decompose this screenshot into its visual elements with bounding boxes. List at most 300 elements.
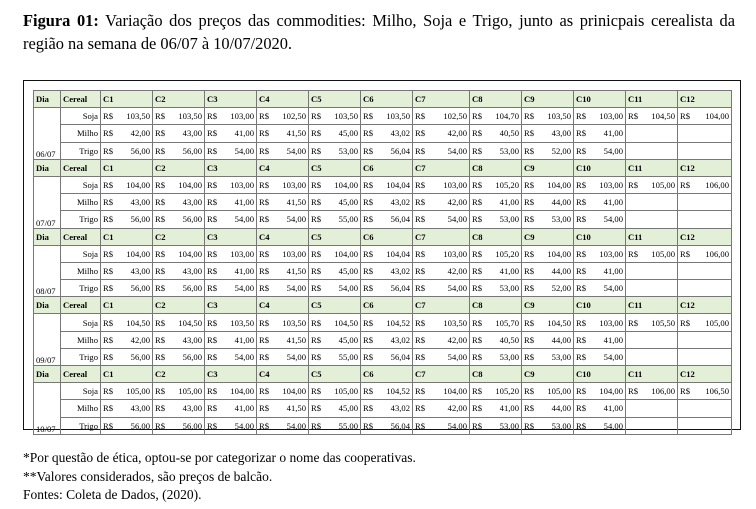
column-header: C10 bbox=[574, 297, 626, 314]
price-value: 104,50 bbox=[178, 317, 202, 328]
price-value: 105,20 bbox=[495, 386, 519, 397]
price-value: 41,00 bbox=[234, 197, 254, 208]
price-cell bbox=[205, 211, 257, 228]
price-value: 104,00 bbox=[230, 386, 254, 397]
price-cell bbox=[470, 417, 522, 434]
currency-symbol: R$ bbox=[103, 403, 114, 414]
price-value: 55,00 bbox=[338, 214, 358, 225]
price-value: 54,00 bbox=[338, 283, 358, 294]
price-cell bbox=[522, 400, 574, 417]
price-value: 41,00 bbox=[499, 197, 519, 208]
price-cell bbox=[205, 125, 257, 142]
price-value: 103,00 bbox=[599, 248, 623, 259]
currency-symbol: R$ bbox=[155, 351, 166, 362]
price-value: 41,00 bbox=[603, 334, 623, 345]
column-header: C4 bbox=[257, 228, 309, 245]
price-cell bbox=[470, 245, 522, 262]
price-value: 44,00 bbox=[551, 265, 571, 276]
price-cell bbox=[574, 348, 626, 365]
price-cell bbox=[205, 194, 257, 211]
price-value: 103,00 bbox=[443, 180, 467, 191]
price-value: 41,00 bbox=[234, 334, 254, 345]
price-cell bbox=[153, 348, 205, 365]
price-cell bbox=[574, 262, 626, 279]
currency-symbol: R$ bbox=[155, 283, 166, 294]
currency-symbol: R$ bbox=[103, 128, 114, 139]
currency-symbol: R$ bbox=[415, 283, 426, 294]
day-cell: 07/07 bbox=[34, 176, 61, 228]
column-header: Cereal bbox=[61, 366, 101, 383]
price-value: 54,00 bbox=[447, 214, 467, 225]
price-value: 104,50 bbox=[651, 111, 675, 122]
price-cell bbox=[626, 262, 678, 279]
price-cell bbox=[522, 348, 574, 365]
price-cell bbox=[101, 262, 153, 279]
footnote-sources: Fontes: Coleta de Dados, (2020). bbox=[23, 487, 202, 502]
price-value: 54,00 bbox=[447, 283, 467, 294]
currency-symbol: R$ bbox=[576, 386, 587, 397]
price-cell bbox=[574, 176, 626, 193]
column-header: C4 bbox=[257, 91, 309, 108]
price-value: 104,52 bbox=[386, 317, 410, 328]
price-cell bbox=[153, 211, 205, 228]
currency-symbol: R$ bbox=[472, 420, 483, 431]
currency-symbol: R$ bbox=[628, 111, 639, 122]
column-header: C2 bbox=[153, 297, 205, 314]
column-header: Cereal bbox=[61, 159, 101, 176]
column-header: C6 bbox=[361, 366, 413, 383]
currency-symbol: R$ bbox=[680, 248, 691, 259]
price-value: 105,00 bbox=[651, 248, 675, 259]
table-frame bbox=[23, 80, 741, 434]
column-header: C2 bbox=[153, 228, 205, 245]
price-value: 42,00 bbox=[447, 403, 467, 414]
currency-symbol: R$ bbox=[207, 180, 218, 191]
currency-symbol: R$ bbox=[207, 317, 218, 328]
currency-symbol: R$ bbox=[576, 351, 587, 362]
price-cell bbox=[205, 348, 257, 365]
price-value: 106,00 bbox=[651, 386, 675, 397]
price-value: 105,50 bbox=[651, 317, 675, 328]
price-cell bbox=[574, 383, 626, 400]
currency-symbol: R$ bbox=[628, 317, 639, 328]
price-cell bbox=[101, 348, 153, 365]
currency-symbol: R$ bbox=[363, 317, 374, 328]
currency-symbol: R$ bbox=[472, 214, 483, 225]
price-cell bbox=[678, 142, 732, 159]
price-cell bbox=[678, 314, 732, 331]
column-header: C5 bbox=[309, 366, 361, 383]
currency-symbol: R$ bbox=[472, 128, 483, 139]
price-value: 41,00 bbox=[603, 128, 623, 139]
price-value: 41,50 bbox=[286, 334, 306, 345]
currency-symbol: R$ bbox=[415, 351, 426, 362]
cereal-cell: Trigo bbox=[61, 142, 101, 159]
column-header: C9 bbox=[522, 159, 574, 176]
price-value: 54,00 bbox=[286, 420, 306, 431]
price-value: 45,00 bbox=[338, 128, 358, 139]
price-cell bbox=[413, 176, 470, 193]
price-value: 41,50 bbox=[286, 128, 306, 139]
price-value: 43,00 bbox=[182, 334, 202, 345]
currency-symbol: R$ bbox=[259, 420, 270, 431]
price-cell bbox=[257, 211, 309, 228]
price-value: 105,00 bbox=[547, 386, 571, 397]
price-value: 53,00 bbox=[551, 214, 571, 225]
price-value: 43,00 bbox=[182, 403, 202, 414]
price-cell bbox=[413, 211, 470, 228]
currency-symbol: R$ bbox=[259, 386, 270, 397]
price-cell bbox=[309, 280, 361, 297]
currency-symbol: R$ bbox=[363, 265, 374, 276]
column-header: C8 bbox=[470, 159, 522, 176]
currency-symbol: R$ bbox=[415, 180, 426, 191]
price-value: 103,50 bbox=[334, 111, 358, 122]
column-header: C10 bbox=[574, 91, 626, 108]
price-value: 56,00 bbox=[182, 145, 202, 156]
currency-symbol: R$ bbox=[207, 111, 218, 122]
price-value: 104,00 bbox=[334, 248, 358, 259]
currency-symbol: R$ bbox=[259, 111, 270, 122]
price-cell bbox=[153, 176, 205, 193]
price-value: 103,00 bbox=[230, 180, 254, 191]
currency-symbol: R$ bbox=[103, 420, 114, 431]
price-cell bbox=[309, 348, 361, 365]
currency-symbol: R$ bbox=[415, 145, 426, 156]
price-value: 56,00 bbox=[182, 420, 202, 431]
table-row bbox=[34, 125, 732, 142]
table-row bbox=[34, 142, 732, 159]
currency-symbol: R$ bbox=[576, 214, 587, 225]
column-header: C1 bbox=[101, 91, 153, 108]
price-value: 104,04 bbox=[386, 248, 410, 259]
price-cell bbox=[257, 348, 309, 365]
price-cell bbox=[413, 417, 470, 434]
price-value: 41,50 bbox=[286, 197, 306, 208]
day-cell: 10/07 bbox=[34, 383, 61, 435]
currency-symbol: R$ bbox=[628, 248, 639, 259]
price-value: 56,00 bbox=[130, 283, 150, 294]
price-cell bbox=[361, 314, 413, 331]
price-cell bbox=[470, 211, 522, 228]
currency-symbol: R$ bbox=[103, 197, 114, 208]
currency-symbol: R$ bbox=[576, 317, 587, 328]
price-value: 56,04 bbox=[390, 214, 410, 225]
price-cell bbox=[205, 142, 257, 159]
price-cell bbox=[470, 194, 522, 211]
price-value: 102,50 bbox=[282, 111, 306, 122]
currency-symbol: R$ bbox=[415, 317, 426, 328]
price-value: 43,00 bbox=[130, 197, 150, 208]
currency-symbol: R$ bbox=[311, 283, 322, 294]
price-cell bbox=[413, 245, 470, 262]
price-cell bbox=[153, 383, 205, 400]
table-row bbox=[34, 262, 732, 279]
price-value: 56,04 bbox=[390, 420, 410, 431]
price-value: 56,00 bbox=[130, 214, 150, 225]
price-cell bbox=[309, 314, 361, 331]
currency-symbol: R$ bbox=[363, 197, 374, 208]
price-value: 55,00 bbox=[338, 420, 358, 431]
table-row bbox=[34, 245, 732, 262]
currency-symbol: R$ bbox=[524, 128, 535, 139]
price-value: 55,00 bbox=[338, 351, 358, 362]
price-value: 54,00 bbox=[234, 214, 254, 225]
column-header: C10 bbox=[574, 159, 626, 176]
price-cell bbox=[626, 400, 678, 417]
price-cell bbox=[361, 142, 413, 159]
price-cell bbox=[574, 194, 626, 211]
column-header: C12 bbox=[678, 91, 732, 108]
price-value: 44,00 bbox=[551, 403, 571, 414]
currency-symbol: R$ bbox=[472, 334, 483, 345]
column-header: C2 bbox=[153, 366, 205, 383]
column-header: Dia bbox=[34, 297, 61, 314]
column-header: C12 bbox=[678, 228, 732, 245]
price-cell bbox=[413, 280, 470, 297]
currency-symbol: R$ bbox=[472, 197, 483, 208]
price-cell bbox=[361, 400, 413, 417]
price-value: 41,50 bbox=[286, 403, 306, 414]
price-value: 105,20 bbox=[495, 180, 519, 191]
column-header: C2 bbox=[153, 159, 205, 176]
price-value: 40,50 bbox=[499, 128, 519, 139]
column-header: C9 bbox=[522, 366, 574, 383]
price-cell bbox=[205, 417, 257, 434]
price-cell bbox=[257, 194, 309, 211]
price-value: 104,00 bbox=[547, 180, 571, 191]
currency-symbol: R$ bbox=[311, 317, 322, 328]
currency-symbol: R$ bbox=[259, 197, 270, 208]
column-header: C4 bbox=[257, 159, 309, 176]
currency-symbol: R$ bbox=[103, 111, 114, 122]
price-value: 106,00 bbox=[705, 248, 729, 259]
price-value: 43,00 bbox=[130, 265, 150, 276]
currency-symbol: R$ bbox=[524, 283, 535, 294]
price-cell bbox=[257, 383, 309, 400]
price-value: 104,00 bbox=[282, 386, 306, 397]
column-header: C8 bbox=[470, 366, 522, 383]
currency-symbol: R$ bbox=[363, 283, 374, 294]
column-header: C11 bbox=[626, 159, 678, 176]
table-row bbox=[34, 383, 732, 400]
price-cell bbox=[361, 211, 413, 228]
price-value: 43,02 bbox=[390, 128, 410, 139]
currency-symbol: R$ bbox=[103, 248, 114, 259]
price-value: 56,00 bbox=[130, 145, 150, 156]
column-header: C7 bbox=[413, 366, 470, 383]
price-cell bbox=[413, 142, 470, 159]
column-header: Dia bbox=[34, 91, 61, 108]
column-header: C5 bbox=[309, 91, 361, 108]
price-cell bbox=[257, 108, 309, 125]
price-value: 104,50 bbox=[126, 317, 150, 328]
price-value: 53,00 bbox=[499, 283, 519, 294]
currency-symbol: R$ bbox=[311, 265, 322, 276]
price-value: 104,52 bbox=[386, 386, 410, 397]
column-header: C11 bbox=[626, 91, 678, 108]
currency-symbol: R$ bbox=[259, 351, 270, 362]
price-value: 104,50 bbox=[547, 317, 571, 328]
price-value: 104,50 bbox=[334, 317, 358, 328]
currency-symbol: R$ bbox=[363, 248, 374, 259]
column-header: C6 bbox=[361, 228, 413, 245]
price-cell bbox=[678, 108, 732, 125]
price-cell bbox=[101, 314, 153, 331]
price-cell bbox=[626, 108, 678, 125]
currency-symbol: R$ bbox=[680, 386, 691, 397]
currency-symbol: R$ bbox=[311, 334, 322, 345]
price-cell bbox=[626, 280, 678, 297]
price-cell bbox=[413, 331, 470, 348]
price-value: 53,00 bbox=[499, 420, 519, 431]
column-header: C12 bbox=[678, 297, 732, 314]
price-value: 42,00 bbox=[447, 334, 467, 345]
currency-symbol: R$ bbox=[576, 283, 587, 294]
currency-symbol: R$ bbox=[207, 145, 218, 156]
price-cell bbox=[257, 400, 309, 417]
column-header: C12 bbox=[678, 159, 732, 176]
price-value: 40,50 bbox=[499, 334, 519, 345]
currency-symbol: R$ bbox=[472, 265, 483, 276]
table-row bbox=[34, 176, 732, 193]
price-cell bbox=[574, 400, 626, 417]
price-cell bbox=[101, 142, 153, 159]
price-value: 42,00 bbox=[130, 334, 150, 345]
price-value: 56,00 bbox=[182, 214, 202, 225]
price-cell bbox=[361, 245, 413, 262]
column-header: C5 bbox=[309, 159, 361, 176]
price-cell bbox=[361, 125, 413, 142]
currency-symbol: R$ bbox=[155, 334, 166, 345]
day-cell: 09/07 bbox=[34, 314, 61, 366]
currency-symbol: R$ bbox=[311, 248, 322, 259]
currency-symbol: R$ bbox=[628, 386, 639, 397]
column-header: C7 bbox=[413, 297, 470, 314]
currency-symbol: R$ bbox=[363, 403, 374, 414]
cereal-cell: Soja bbox=[61, 108, 101, 125]
price-cell bbox=[413, 348, 470, 365]
price-value: 105,00 bbox=[334, 386, 358, 397]
price-value: 103,00 bbox=[443, 248, 467, 259]
price-cell bbox=[470, 262, 522, 279]
price-cell bbox=[101, 108, 153, 125]
price-cell bbox=[574, 280, 626, 297]
cereal-cell: Soja bbox=[61, 314, 101, 331]
currency-symbol: R$ bbox=[628, 180, 639, 191]
price-value: 54,00 bbox=[234, 351, 254, 362]
price-cell bbox=[574, 125, 626, 142]
price-cell bbox=[470, 400, 522, 417]
price-cell bbox=[470, 383, 522, 400]
currency-symbol: R$ bbox=[680, 180, 691, 191]
price-value: 103,00 bbox=[599, 111, 623, 122]
currency-symbol: R$ bbox=[524, 214, 535, 225]
price-cell bbox=[522, 245, 574, 262]
price-cell bbox=[361, 417, 413, 434]
price-value: 42,00 bbox=[447, 197, 467, 208]
price-cell bbox=[522, 176, 574, 193]
column-header: C3 bbox=[205, 159, 257, 176]
column-header: C8 bbox=[470, 297, 522, 314]
price-cell bbox=[309, 125, 361, 142]
price-value: 42,00 bbox=[447, 128, 467, 139]
currency-symbol: R$ bbox=[311, 180, 322, 191]
price-cell bbox=[101, 245, 153, 262]
price-value: 42,00 bbox=[130, 128, 150, 139]
cereal-cell: Milho bbox=[61, 400, 101, 417]
price-value: 103,50 bbox=[282, 317, 306, 328]
currency-symbol: R$ bbox=[576, 111, 587, 122]
cereal-cell: Trigo bbox=[61, 211, 101, 228]
price-cell bbox=[626, 348, 678, 365]
column-header: C2 bbox=[153, 91, 205, 108]
price-value: 54,00 bbox=[603, 283, 623, 294]
column-header: Dia bbox=[34, 159, 61, 176]
price-value: 43,00 bbox=[130, 403, 150, 414]
price-cell bbox=[574, 331, 626, 348]
price-cell bbox=[678, 262, 732, 279]
figure-caption bbox=[23, 9, 735, 55]
price-value: 41,00 bbox=[234, 403, 254, 414]
currency-symbol: R$ bbox=[472, 386, 483, 397]
currency-symbol: R$ bbox=[524, 265, 535, 276]
price-value: 45,00 bbox=[338, 403, 358, 414]
currency-symbol: R$ bbox=[155, 420, 166, 431]
price-value: 54,00 bbox=[603, 145, 623, 156]
caption-label: Figura 01: bbox=[23, 11, 99, 30]
cereal-cell: Trigo bbox=[61, 348, 101, 365]
price-cell bbox=[205, 331, 257, 348]
currency-symbol: R$ bbox=[363, 111, 374, 122]
price-value: 45,00 bbox=[338, 265, 358, 276]
price-value: 104,70 bbox=[495, 111, 519, 122]
currency-symbol: R$ bbox=[415, 420, 426, 431]
price-value: 44,00 bbox=[551, 197, 571, 208]
price-cell bbox=[413, 262, 470, 279]
price-value: 54,00 bbox=[603, 351, 623, 362]
price-cell bbox=[153, 194, 205, 211]
currency-symbol: R$ bbox=[524, 317, 535, 328]
price-cell bbox=[574, 314, 626, 331]
price-value: 43,00 bbox=[182, 265, 202, 276]
price-cell bbox=[205, 262, 257, 279]
currency-symbol: R$ bbox=[472, 111, 483, 122]
price-value: 103,00 bbox=[230, 248, 254, 259]
currency-symbol: R$ bbox=[207, 420, 218, 431]
price-cell bbox=[626, 245, 678, 262]
price-cell bbox=[153, 331, 205, 348]
currency-symbol: R$ bbox=[415, 386, 426, 397]
price-cell bbox=[361, 194, 413, 211]
price-cell bbox=[153, 314, 205, 331]
currency-symbol: R$ bbox=[576, 334, 587, 345]
currency-symbol: R$ bbox=[259, 180, 270, 191]
price-value: 56,04 bbox=[390, 145, 410, 156]
currency-symbol: R$ bbox=[207, 197, 218, 208]
price-value: 41,00 bbox=[234, 128, 254, 139]
price-cell bbox=[101, 125, 153, 142]
currency-symbol: R$ bbox=[155, 265, 166, 276]
price-cell bbox=[678, 348, 732, 365]
price-cell bbox=[361, 176, 413, 193]
cereal-cell: Soja bbox=[61, 245, 101, 262]
price-cell bbox=[574, 211, 626, 228]
price-value: 103,50 bbox=[178, 111, 202, 122]
price-cell bbox=[257, 280, 309, 297]
price-cell bbox=[626, 211, 678, 228]
price-cell bbox=[257, 142, 309, 159]
